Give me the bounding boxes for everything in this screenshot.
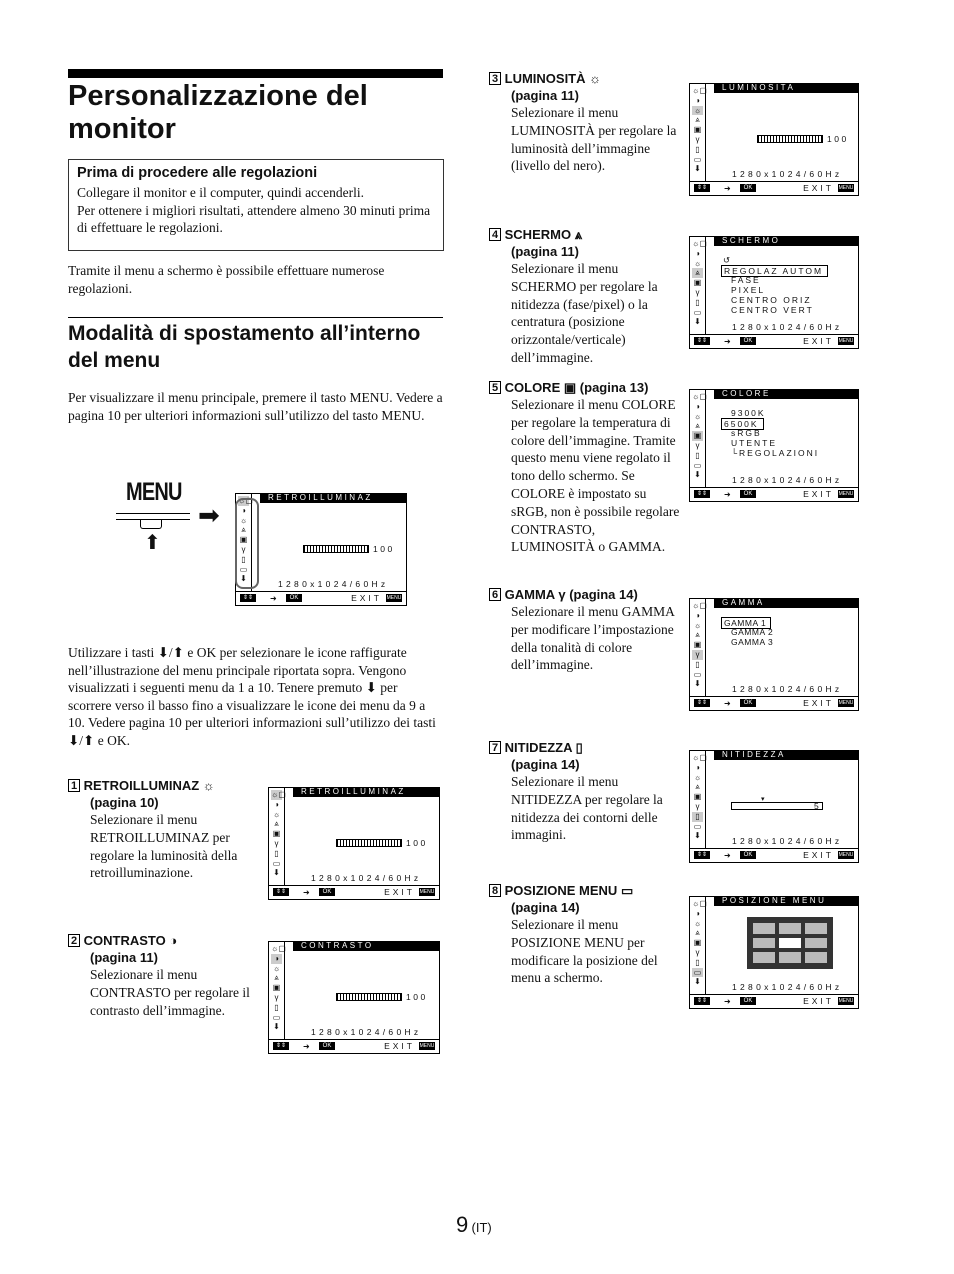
ok-icon: OK: [740, 337, 756, 345]
osd-exit: EXIT: [384, 1041, 415, 1051]
osd-position-cell: [779, 952, 801, 963]
osd-side-icon: ▣: [693, 792, 702, 802]
osd-side-icon: ☼▢: [692, 239, 707, 248]
osd-position-cell: [805, 938, 827, 949]
menu-icon: MENU: [838, 491, 854, 497]
osd-side-icon: γ: [695, 287, 700, 297]
osd-option: GAMMA 2: [731, 627, 774, 637]
item-number: 7: [489, 741, 501, 754]
item-1: [68, 777, 253, 882]
osd-side-icon: ⬇: [240, 574, 247, 584]
osd-exit: EXIT: [351, 593, 382, 603]
osd-side-icon: ▣: [693, 125, 702, 135]
osd-item-3: [689, 83, 859, 196]
section-rule: [68, 317, 443, 318]
osd-icon-column: [269, 942, 285, 1039]
osd-side-icon: ☼▢: [692, 86, 707, 95]
osd-item-6: [689, 598, 859, 711]
osd-title: COLORE: [714, 389, 859, 399]
osd-side-icon: ▭: [693, 821, 702, 831]
osd-side-icon: ◑: [695, 248, 700, 258]
prerequisite-box: [68, 159, 444, 251]
osd-side-icon: ☼: [272, 809, 281, 819]
osd-side-icon: γ: [274, 838, 279, 848]
osd-side-icon: γ: [695, 801, 700, 811]
osd-exit: EXIT: [803, 336, 834, 346]
osd-icon-column: [690, 390, 706, 487]
page-number: 9: [456, 1212, 469, 1237]
menu-icon: MENU: [838, 998, 854, 1004]
osd-side-icon: ▣: [693, 640, 702, 650]
osd-sharpness-slider: [731, 802, 823, 810]
osd-side-icon: ▭: [272, 858, 281, 868]
item-page-ref: (pagina 11): [511, 244, 579, 259]
ok-icon: OK: [740, 699, 756, 707]
osd-title: LUMINOSITA: [714, 83, 859, 93]
item-3: [489, 70, 679, 175]
osd-side-icon: ▯: [241, 554, 246, 564]
osd-exit: EXIT: [803, 698, 834, 708]
ok-icon: OK: [740, 184, 756, 192]
item-page-ref: (pagina 11): [511, 88, 579, 103]
menu-button[interactable]: [140, 520, 162, 529]
osd-side-icon: ☼▢: [692, 753, 707, 762]
osd-side-icon: ▯: [695, 450, 700, 460]
osd-title: NITIDEZZA: [714, 750, 859, 760]
osd-item-4: [689, 236, 859, 349]
osd-bottom-bar: [269, 885, 439, 899]
osd-side-icon: ▣: [693, 938, 702, 948]
box-heading: Prima di procedere alle regolazioni: [77, 165, 318, 181]
item-number: 2: [68, 934, 80, 947]
menu-icon: MENU: [838, 700, 854, 706]
osd-side-icon: ⩓: [274, 973, 279, 983]
icon-highlight-ring: [235, 498, 259, 589]
osd-content: [286, 798, 439, 885]
color-icon: ▣: [563, 380, 577, 395]
updown-icon: ⇕⇕: [273, 888, 289, 896]
osd-side-icon: ▭: [693, 669, 702, 679]
arrow-icon: ➜: [724, 337, 731, 346]
osd-side-icon: ☼: [693, 105, 702, 115]
arrow-icon: ➜: [303, 1042, 310, 1051]
osd-option: ↺: [723, 255, 733, 265]
osd-side-icon: ⩓: [695, 421, 700, 431]
osd-side-icon: ▯: [274, 848, 279, 858]
osd-side-icon: ☼: [693, 411, 702, 421]
osd-side-icon: ☼: [272, 963, 281, 973]
osd-side-icon: ⬇: [694, 679, 701, 689]
osd-option: PIXEL: [731, 285, 766, 295]
osd-bottom-bar: [690, 181, 858, 195]
sharpness-icon: ▯: [575, 740, 583, 755]
osd-side-icon: ☼▢: [271, 944, 286, 953]
osd-level-bar: [303, 545, 369, 553]
item-description: Selezionare il menu GAMMA per modificare l’impostazione della tonalità di colore dell’immagine.: [511, 604, 675, 673]
osd-side-icon: ☼: [693, 918, 702, 928]
osd-side-icon: ▭: [693, 154, 702, 164]
osd-level-bar: [757, 135, 823, 143]
box-line-2: Per ottenere i migliori risultati, attendere almeno 30 minuti prima di effettuare le regolazioni.: [77, 202, 431, 235]
osd-side-icon: ☼: [693, 772, 702, 782]
item-5: [489, 379, 681, 556]
osd-side-icon: ▯: [692, 812, 703, 822]
osd-side-icon: ☼▢: [692, 392, 707, 401]
osd-side-icon: ☼▢: [238, 496, 253, 505]
item-number: 3: [489, 72, 501, 85]
item-name: GAMMA: [504, 587, 555, 602]
osd-exit: EXIT: [803, 489, 834, 499]
osd-option: 9300K: [731, 408, 766, 418]
osd-side-icon: ☼▢: [692, 899, 707, 908]
osd-level-bar: [336, 993, 402, 1001]
ok-icon: OK: [740, 490, 756, 498]
item-number: 8: [489, 884, 501, 897]
osd-main-menu: [235, 493, 407, 606]
osd-side-icon: γ: [241, 544, 246, 554]
item-page-ref: (pagina 14): [511, 757, 580, 772]
up-arrow-icon: ⬆: [144, 532, 161, 554]
item-6: [489, 586, 679, 674]
menu-icon: MENU: [838, 852, 854, 858]
osd-side-icon: ◑: [695, 762, 700, 772]
osd-content: [707, 94, 858, 181]
osd-bottom-bar: [690, 994, 858, 1008]
osd-side-icon: γ: [274, 992, 279, 1002]
arrow-icon: ➜: [270, 594, 277, 603]
osd-side-icon: ▣: [693, 278, 702, 288]
osd-icon-column: [690, 599, 706, 696]
item-page-ref: (pagina 13): [579, 380, 649, 395]
ok-icon: OK: [740, 851, 756, 859]
osd-icon-column: [690, 751, 706, 848]
osd-side-icon: ▯: [695, 144, 700, 154]
arrow-icon: ➜: [724, 997, 731, 1006]
intro-paragraph: Tramite il menu a schermo è possibile effettuare numerose regolazioni.: [68, 263, 385, 296]
menu-button-label: MENU: [126, 478, 182, 506]
osd-side-icon: ⩓: [241, 525, 246, 535]
osd-option: FASE: [731, 275, 761, 285]
osd-side-icon: ☼: [239, 515, 248, 525]
osd-side-icon: ⬇: [694, 164, 701, 174]
menu-icon: MENU: [386, 595, 402, 601]
osd-position-cell: [753, 923, 775, 934]
osd-side-icon: ☼▢: [271, 790, 286, 799]
osd-side-icon: ⩓: [695, 782, 700, 792]
osd-side-icon: ▣: [239, 535, 248, 545]
osd-side-icon: ▭: [693, 460, 702, 470]
menu-position-icon: ▭: [620, 883, 634, 898]
osd-side-icon: ⬇: [694, 831, 701, 841]
osd-side-icon: ⩓: [695, 630, 700, 640]
item-page-ref: (pagina 14): [569, 587, 638, 602]
updown-icon: ⇕⇕: [694, 337, 710, 345]
osd-side-icon: ▭: [272, 1012, 281, 1022]
item-description: Selezionare il menu SCHERMO per regolare la nitidezza (fase/pixel) o la centratura (posizione orizzontale/verticale) dell’immagine.: [511, 261, 658, 365]
osd-side-icon: ⬇: [273, 868, 280, 878]
osd-side-icon: ◑: [271, 954, 282, 964]
ok-icon: OK: [740, 997, 756, 1005]
osd-side-icon: ☼: [693, 620, 702, 630]
arrow-icon: ➜: [724, 184, 731, 193]
osd-bottom-bar: [269, 1039, 439, 1053]
arrow-icon: ➜: [724, 851, 731, 860]
osd-side-icon: γ: [695, 947, 700, 957]
item-number: 1: [68, 779, 80, 792]
title-rule: [68, 69, 443, 78]
osd-bottom-bar: [236, 591, 406, 605]
brightness-icon: ☼: [589, 71, 602, 86]
item-number: 5: [489, 381, 501, 394]
contrast-icon: ◑: [169, 933, 178, 948]
osd-title: POSIZIONE MENU: [714, 896, 859, 906]
item-page-ref: (pagina 10): [90, 795, 159, 810]
osd-title: CONTRASTO: [293, 941, 440, 951]
osd-side-icon: ◑: [241, 505, 246, 515]
osd-item-7: [689, 750, 859, 863]
osd-item-5: [689, 389, 859, 502]
page-title: Personalizzazione del monitor: [68, 80, 368, 145]
item-8: [489, 882, 679, 987]
osd-side-icon: ⬇: [694, 317, 701, 327]
osd-content: [253, 504, 406, 591]
osd-resolution: 1280x1024/60Hz: [732, 475, 843, 485]
osd-side-icon: ▯: [695, 957, 700, 967]
osd-side-icon: ▣: [272, 983, 281, 993]
osd-title: GAMMA: [714, 598, 859, 608]
osd-side-icon: ▯: [274, 1002, 279, 1012]
osd-side-icon: ⩓: [692, 268, 703, 278]
osd-resolution: 1280x1024/60Hz: [732, 982, 843, 992]
menu-icon: MENU: [419, 889, 435, 895]
osd-side-icon: ▯: [695, 659, 700, 669]
osd-level-value: 100: [406, 992, 428, 1002]
item-7: [489, 739, 679, 844]
osd-side-icon: γ: [692, 650, 703, 660]
osd-bottom-bar: [690, 334, 858, 348]
item-description: Selezionare il menu CONTRASTO per regolare il contrasto dell’immagine.: [90, 967, 250, 1018]
osd-content: [707, 609, 858, 696]
osd-level-value: 100: [373, 544, 395, 554]
osd-side-icon: ☼▢: [692, 601, 707, 610]
updown-icon: ⇕⇕: [694, 184, 710, 192]
osd-option: GAMMA 1: [721, 617, 771, 629]
osd-item-8: [689, 896, 859, 1009]
osd-side-icon: ⬇: [694, 470, 701, 480]
osd-content: [707, 907, 858, 994]
osd-option: GAMMA 3: [731, 637, 774, 647]
osd-option: CENTRO ORIZ: [731, 295, 812, 305]
osd-side-icon: ◑: [695, 401, 700, 411]
osd-option: CENTRO VERT: [731, 305, 814, 315]
osd-item-1: [268, 787, 440, 900]
arrow-icon: ➜: [724, 490, 731, 499]
screen-icon: ⩓: [574, 227, 583, 242]
osd-side-icon: ▭: [239, 564, 248, 574]
osd-item-2: [268, 941, 440, 1054]
osd-side-icon: ◑: [695, 95, 700, 105]
item-description: Selezionare il menu RETROILLUMINAZ per regolare la luminosità della retroilluminazione.: [90, 812, 238, 881]
section-paragraph: Per visualizzare il menu principale, premere il tasto MENU. Vedere a pagina 10 per ulteriori informazioni sull’utilizzo del tasto MENU.: [68, 390, 443, 423]
updown-icon: ⇕⇕: [240, 594, 256, 602]
item-description: Selezionare il menu POSIZIONE MENU per modificare la posizione del menu a schermo.: [511, 917, 658, 986]
osd-bottom-bar: [690, 487, 858, 501]
osd-side-icon: ⩓: [695, 115, 700, 125]
updown-icon: ⇕⇕: [694, 490, 710, 498]
item-description: Selezionare il menu COLORE per regolare la temperatura di colore dell’immagine. Tramite questo menu viene regolato il tono dello schermo. Se COLORE è impostato su sRGB, non è possibile regolare CONTRASTO, LUMINOSITÀ o GAMMA.: [511, 397, 680, 555]
osd-bottom-bar: [690, 696, 858, 710]
osd-title: RETROILLUMINAZ: [260, 493, 407, 503]
osd-position-cell: [753, 938, 775, 949]
updown-icon: ⇕⇕: [694, 699, 710, 707]
item-page-ref: (pagina 14): [511, 900, 580, 915]
item-4: [489, 226, 679, 367]
osd-title: SCHERMO: [714, 236, 859, 246]
arrow-icon: ➜: [724, 699, 731, 708]
osd-side-icon: γ: [695, 440, 700, 450]
osd-side-icon: ◑: [695, 610, 700, 620]
osd-position-cell: [805, 952, 827, 963]
page-footer: [456, 1212, 492, 1238]
osd-side-icon: ▭: [693, 967, 702, 977]
osd-icon-column: [690, 237, 706, 334]
osd-position-cell: [779, 923, 801, 934]
osd-side-icon: ⩓: [695, 928, 700, 938]
osd-level-value: 100: [406, 838, 428, 848]
osd-resolution: 1280x1024/60Hz: [732, 836, 843, 846]
osd-resolution: 1280x1024/60Hz: [732, 169, 843, 179]
osd-position-cell: [753, 952, 775, 963]
osd-level-value: 100: [827, 134, 849, 144]
item-description: Selezionare il menu NITIDEZZA per regolare la nitidezza dei contorni delle immagini.: [511, 774, 663, 843]
osd-side-icon: ◑: [274, 799, 279, 809]
item-page-ref: (pagina 11): [90, 950, 158, 965]
osd-content: [707, 400, 858, 487]
arrow-icon: ➜: [303, 888, 310, 897]
updown-icon: ⇕⇕: [273, 1042, 289, 1050]
osd-slider-marker: ▾: [761, 796, 765, 803]
item-name: POSIZIONE MENU: [504, 883, 618, 898]
box-line-1: Collegare il monitor e il computer, quindi accenderli.: [77, 185, 364, 200]
ok-icon: OK: [286, 594, 302, 602]
osd-option: REGOLAZ AUTOM: [721, 265, 828, 277]
item-number: 6: [489, 588, 501, 601]
osd-resolution: 1280x1024/60Hz: [278, 579, 389, 589]
item-name: COLORE: [504, 380, 561, 395]
menu-icon: MENU: [838, 185, 854, 191]
osd-position-grid: [747, 917, 833, 969]
updown-icon: ⇕⇕: [694, 851, 710, 859]
osd-resolution: 1280x1024/60Hz: [732, 322, 843, 332]
updown-icon: ⇕⇕: [694, 997, 710, 1005]
osd-side-icon: ▣: [693, 431, 702, 441]
item-name: RETROILLUMINAZ: [83, 778, 200, 793]
osd-exit: EXIT: [384, 887, 415, 897]
osd-side-icon: ◑: [695, 908, 700, 918]
osd-side-icon: ⩓: [274, 819, 279, 829]
osd-level-bar: [336, 839, 402, 847]
item-name: NITIDEZZA: [504, 740, 573, 755]
osd-exit: EXIT: [803, 183, 834, 193]
osd-resolution: 1280x1024/60Hz: [311, 1027, 422, 1037]
osd-content: [286, 952, 439, 1039]
ok-icon: OK: [319, 888, 335, 896]
right-arrow-icon: ➡: [198, 501, 220, 530]
osd-position-cell: [779, 938, 801, 949]
osd-resolution: 1280x1024/60Hz: [311, 873, 422, 883]
gamma-icon: γ: [558, 587, 566, 602]
menu-icon: MENU: [419, 1043, 435, 1049]
osd-exit: EXIT: [803, 850, 834, 860]
osd-title: RETROILLUMINAZ: [293, 787, 440, 797]
osd-level-value: 5: [814, 801, 822, 811]
navigation-paragraph: Utilizzare i tasti ⬇/⬆ e OK per selezionare le icone raffigurate nell’illustrazione del menu principale riportata sopra. Vengono visualizzati i seguenti menu da 1 a 10. Tenere premuto ⬇ per scorrere verso il basso fino a visualizzare le icone dei menu da 9 a 10. Vedere pagina 10 per ulteriori informazioni sull’utilizzo dei tasti ⬇/⬆ e OK.: [68, 645, 436, 748]
osd-option: UTENTE: [731, 438, 777, 448]
osd-side-icon: ▯: [695, 297, 700, 307]
item-name: SCHERMO: [504, 227, 572, 242]
osd-icon-column: [269, 788, 285, 885]
osd-side-icon: γ: [695, 134, 700, 144]
osd-icon-column: [690, 84, 706, 181]
osd-side-icon: ▣: [272, 829, 281, 839]
item-number: 4: [489, 228, 501, 241]
page-language: (IT): [471, 1220, 492, 1235]
item-description: Selezionare il menu LUMINOSITÀ per regolare la luminosità dell’immagine (livello del nero).: [511, 105, 677, 174]
ok-icon: OK: [319, 1042, 335, 1050]
osd-side-icon: ⬇: [694, 977, 701, 987]
osd-content: [707, 761, 858, 848]
osd-option: sRGB: [731, 428, 762, 438]
osd-exit: EXIT: [803, 996, 834, 1006]
osd-side-icon: ▭: [693, 307, 702, 317]
osd-side-icon: ⬇: [273, 1022, 280, 1032]
section-heading: Modalità di spostamento all’interno del menu: [68, 322, 421, 372]
osd-option: 6500K: [721, 418, 764, 430]
item-2: [68, 932, 253, 1019]
osd-bottom-bar: [690, 848, 858, 862]
osd-option: └REGOLAZIONI: [731, 448, 820, 458]
osd-position-cell: [805, 923, 827, 934]
osd-content: [707, 247, 858, 334]
osd-resolution: 1280x1024/60Hz: [732, 684, 843, 694]
menu-icon: MENU: [838, 338, 854, 344]
osd-side-icon: ☼: [693, 258, 702, 268]
osd-icon-column: [690, 897, 706, 994]
item-name: CONTRASTO: [83, 933, 166, 948]
monitor-bezel: [116, 513, 190, 520]
backlight-icon: ☼: [202, 778, 215, 793]
item-name: LUMINOSITÀ: [504, 71, 586, 86]
